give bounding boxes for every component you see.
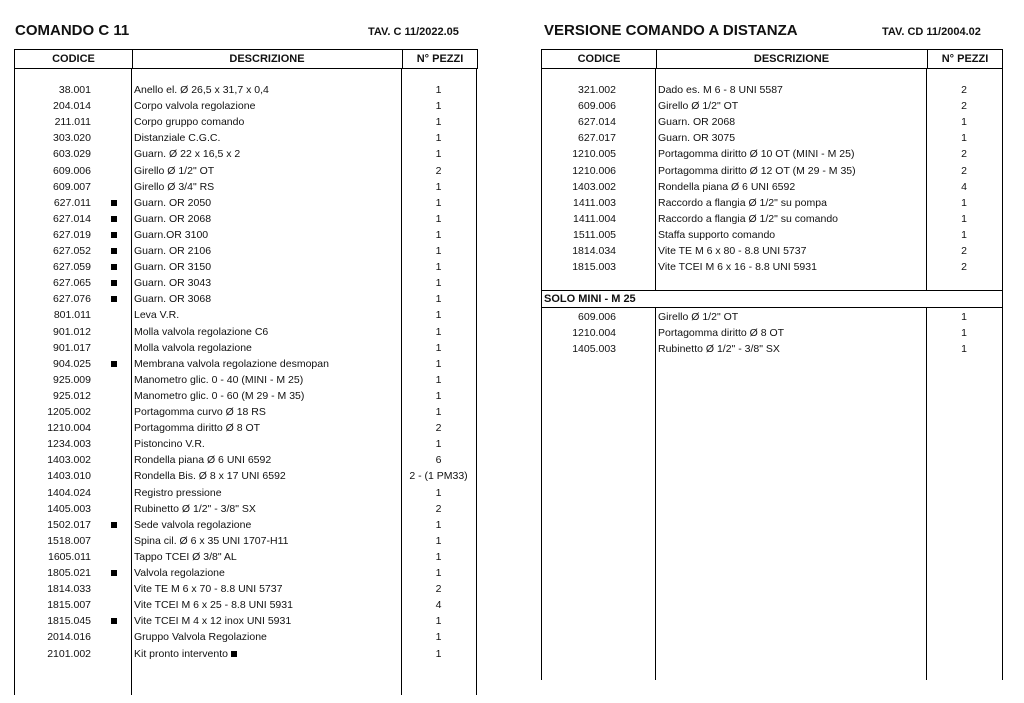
row-code: 1502.017 — [47, 518, 91, 531]
row-description-text: Vite TE M 6 x 80 - 8.8 UNI 5737 — [658, 245, 807, 257]
table-row — [0, 404, 1024, 420]
row-description-text: Molla valvola regolazione C6 — [134, 325, 269, 338]
row-description — [134, 565, 225, 581]
row-code: 627.059 — [53, 261, 91, 274]
table-row — [0, 275, 1024, 291]
row-quantity: 2 — [435, 422, 442, 435]
black-square-icon — [111, 280, 117, 286]
table-row — [0, 372, 1024, 388]
table-row — [0, 146, 1024, 162]
row-quantity: 1 — [435, 406, 442, 418]
black-square-icon — [231, 651, 237, 657]
black-square-icon — [111, 570, 117, 576]
table-row — [0, 243, 1024, 259]
table-row — [0, 597, 1024, 613]
row-description-text: Raccordo a flangia Ø 1/2" su comando — [658, 212, 838, 225]
row-code: 627.019 — [53, 228, 91, 241]
table-row — [0, 565, 1024, 581]
row-description — [658, 130, 735, 146]
row-description-text: Guarn. OR 2050 — [134, 196, 212, 209]
row-code: 627.014 — [578, 116, 616, 129]
table-row — [0, 82, 1024, 98]
row-code: 38.001 — [58, 84, 91, 96]
row-quantity: 1 — [435, 357, 442, 370]
right-header — [541, 49, 1003, 69]
row-description — [134, 404, 266, 420]
row-code: 904.025 — [53, 357, 91, 370]
row-code: 1814.033 — [47, 583, 91, 596]
row-description-text: Portagomma curvo Ø 18 RS — [134, 406, 266, 418]
row-code: 901.017 — [53, 341, 91, 354]
row-code: 1403.010 — [47, 470, 91, 483]
row-description-text: Distanziale C.G.C. — [134, 132, 221, 145]
table-row — [0, 179, 1024, 195]
row-description-text: Pistoncino V.R. — [134, 438, 205, 451]
table-row — [0, 646, 1024, 662]
table-row — [0, 388, 1024, 404]
row-code: 925.009 — [53, 373, 91, 386]
row-description — [658, 211, 838, 227]
table-row — [0, 452, 1024, 468]
row-description-text: Manometro glic. 0 - 60 (M 29 - M 35) — [134, 389, 305, 402]
black-square-icon — [111, 522, 117, 528]
row-code: 321.002 — [578, 84, 616, 96]
row-description-text: Membrana valvola regolazione desmopan — [134, 357, 329, 370]
row-code: 1815.045 — [47, 615, 91, 628]
row-quantity: 1 — [961, 327, 967, 340]
row-description — [134, 613, 291, 629]
row-description — [658, 195, 827, 211]
row-description-text: Staffa supporto comando — [658, 228, 776, 241]
row-code: 609.006 — [578, 311, 616, 323]
row-description-text: Corpo gruppo comando — [134, 116, 245, 129]
row-code: 627.076 — [53, 293, 91, 306]
row-description-text: Kit pronto intervento — [134, 647, 228, 660]
row-description-text: Portagomma diritto Ø 10 OT (MINI - M 25) — [658, 148, 855, 161]
row-quantity: 4 — [435, 599, 442, 612]
row-quantity: 1 — [961, 116, 967, 129]
row-quantity: 1 — [435, 180, 442, 193]
row-description — [658, 309, 738, 325]
row-code: 1405.003 — [47, 502, 91, 515]
left-title: COMANDO C 11 — [15, 22, 130, 39]
row-description — [134, 533, 288, 549]
row-quantity: 1 — [435, 647, 442, 660]
row-quantity: 1 — [435, 100, 442, 113]
table-row — [0, 436, 1024, 452]
row-description — [658, 98, 738, 114]
right-col-sep-1-bottom — [655, 307, 656, 680]
row-quantity: 1 — [961, 343, 967, 356]
row-quantity: 2 — [435, 502, 442, 515]
row-quantity: 1 — [435, 631, 442, 644]
row-description — [658, 243, 806, 259]
row-code: 1815.007 — [47, 599, 91, 612]
row-quantity: 1 — [435, 116, 442, 129]
row-code: 1411.003 — [572, 196, 616, 209]
black-square-icon — [111, 361, 117, 367]
row-description-text: Girello Ø 1/2" OT — [134, 164, 215, 177]
row-description-text: Vite TCEI M 4 x 12 inox UNI 5931 — [134, 615, 292, 628]
section-solo-mini: SOLO MINI - M 25 — [541, 290, 1003, 308]
row-description — [134, 629, 267, 645]
row-quantity: 2 — [435, 164, 442, 177]
row-description-text: Spina cil. Ø 6 x 35 UNI 1707-H11 — [134, 534, 289, 547]
row-description — [658, 82, 783, 98]
row-code: 627.065 — [53, 277, 91, 290]
row-code: 2101.002 — [47, 647, 91, 660]
row-quantity: 1 — [435, 518, 442, 531]
row-quantity: 2 — [961, 245, 967, 257]
row-code: 1210.004 — [47, 422, 91, 435]
row-description-text: Anello el. Ø 26,5 x 31,7 x 0,4 — [134, 84, 269, 96]
table-row — [0, 501, 1024, 517]
row-description-text: Guarn. OR 3150 — [134, 261, 212, 274]
row-description-text: Dado es. M 6 - 8 UNI 5587 — [658, 84, 783, 96]
row-quantity: 1 — [435, 373, 442, 386]
row-code: 1234.003 — [47, 438, 91, 451]
row-quantity: 1 — [435, 534, 442, 547]
row-description — [134, 597, 293, 613]
row-description — [658, 114, 735, 130]
row-code: 609.006 — [53, 164, 91, 177]
row-description-text: Girello Ø 1/2" OT — [658, 100, 739, 113]
row-description — [134, 549, 237, 565]
row-description — [658, 146, 854, 162]
row-code: 627.017 — [578, 132, 616, 145]
row-quantity: 4 — [961, 180, 967, 193]
row-description — [134, 388, 304, 404]
row-code: 1405.003 — [572, 343, 616, 356]
table-row — [0, 211, 1024, 227]
row-quantity: 1 — [961, 196, 967, 209]
row-description-text: Vite TCEI M 6 x 25 - 8.8 UNI 5931 — [134, 599, 293, 612]
left-header-desc: DESCRIZIONE — [229, 53, 305, 65]
row-quantity: 1 — [435, 212, 442, 225]
row-quantity: 1 — [435, 228, 442, 241]
table-row — [0, 549, 1024, 565]
row-description-text: Raccordo a flangia Ø 1/2" su pompa — [658, 196, 827, 209]
row-description — [658, 259, 817, 275]
row-quantity: 6 — [435, 454, 442, 467]
left-header — [14, 49, 478, 69]
row-code: 1814.034 — [572, 245, 616, 257]
row-code: 609.006 — [578, 100, 616, 113]
row-code: 211.011 — [54, 116, 91, 129]
row-quantity: 1 — [435, 438, 442, 451]
table-row — [0, 485, 1024, 501]
row-quantity: 1 — [961, 212, 967, 225]
row-description-text: Girello Ø 3/4" RS — [134, 180, 215, 193]
row-description — [658, 179, 795, 195]
right-col-sep-2-bottom — [926, 307, 927, 680]
row-description — [658, 325, 784, 341]
left-header-qty: N° PEZZI — [416, 53, 464, 65]
row-code: 204.014 — [53, 100, 91, 113]
row-quantity: 1 — [435, 325, 442, 338]
row-quantity: 1 — [435, 567, 442, 579]
table-row — [0, 356, 1024, 372]
table-row — [0, 468, 1024, 484]
row-description-text: Registro pressione — [134, 486, 222, 499]
row-description-text: Corpo valvola regolazione — [134, 100, 256, 113]
row-description-text: Rubinetto Ø 1/2" - 3/8" SX — [658, 343, 780, 356]
row-description-text: Manometro glic. 0 - 40 (MINI - M 25) — [134, 373, 304, 386]
row-description — [658, 227, 775, 243]
row-description-text: Guarn. OR 3068 — [134, 293, 212, 306]
row-description — [658, 341, 780, 357]
row-code: 925.012 — [53, 389, 91, 402]
row-quantity: 2 — [961, 164, 967, 177]
table-row — [0, 195, 1024, 211]
row-code: 1205.002 — [47, 406, 91, 418]
row-code: 627.011 — [53, 196, 91, 209]
table-row — [0, 517, 1024, 533]
row-quantity: 1 — [435, 148, 442, 161]
row-code: 901.012 — [53, 325, 91, 338]
row-description — [134, 420, 260, 436]
table-row — [0, 420, 1024, 436]
row-description-text: Guarn. OR 2106 — [134, 245, 212, 257]
table-row — [0, 259, 1024, 275]
table-row — [0, 613, 1024, 629]
row-description — [134, 291, 211, 307]
row-quantity: 1 — [961, 132, 967, 145]
right-border-right-bottom — [1002, 307, 1003, 680]
row-quantity: 1 — [435, 132, 442, 145]
row-quantity: 1 — [435, 196, 442, 209]
row-description — [134, 275, 211, 291]
row-code: 1805.021 — [47, 567, 91, 579]
row-quantity: 1 — [435, 245, 442, 257]
row-quantity: 2 — [961, 148, 967, 161]
row-code: 1404.024 — [47, 486, 91, 499]
row-description — [134, 646, 237, 662]
row-quantity: 1 — [435, 615, 442, 628]
row-code: 627.052 — [53, 245, 91, 257]
row-quantity: 1 — [435, 261, 442, 274]
row-description-text: Valvola regolazione — [134, 567, 225, 579]
row-quantity: 1 — [961, 228, 967, 241]
row-description-text: Rondella piana Ø 6 UNI 6592 — [658, 180, 796, 193]
row-description — [134, 468, 286, 484]
row-code: 1210.006 — [572, 164, 616, 177]
row-quantity: 2 — [435, 583, 442, 596]
table-row — [0, 325, 1024, 341]
row-description-text: Vite TE M 6 x 70 - 8.8 UNI 5737 — [134, 583, 283, 596]
row-code: 1403.002 — [572, 180, 616, 193]
row-description-text: Tappo TCEI Ø 3/8" AL — [134, 550, 237, 563]
right-border-left-bottom — [541, 307, 542, 680]
row-quantity: 1 — [961, 311, 967, 323]
row-description — [134, 452, 271, 468]
row-quantity: 1 — [435, 84, 442, 96]
right-header-desc: DESCRIZIONE — [753, 53, 830, 65]
row-description-text: Guarn. OR 3043 — [134, 277, 212, 290]
row-description-text: Girello Ø 1/2" OT — [658, 311, 739, 323]
right-tav: TAV. CD 11/2004.02 — [882, 26, 981, 38]
table-row — [0, 227, 1024, 243]
right-header-qty: N° PEZZI — [941, 53, 989, 65]
row-code: 627.014 — [53, 212, 91, 225]
row-description-text: Vite TCEI M 6 x 16 - 8.8 UNI 5931 — [658, 261, 817, 274]
row-description-text: Portagomma diritto Ø 8 OT — [658, 327, 785, 340]
row-description-text: Leva V.R. — [134, 309, 180, 322]
table-row — [0, 163, 1024, 179]
row-code: 1403.002 — [47, 454, 91, 467]
row-description — [134, 372, 303, 388]
row-description — [134, 501, 256, 517]
row-description-text: Portagomma diritto Ø 8 OT — [134, 422, 261, 435]
row-description-text: Guarn. OR 2068 — [658, 116, 736, 129]
table-row — [0, 629, 1024, 645]
table-row — [0, 130, 1024, 146]
row-description-text: Gruppo Valvola Regolazione — [134, 631, 267, 644]
row-description-text: Rondella piana Ø 6 UNI 6592 — [134, 454, 272, 467]
left-header-code: CODICE — [52, 53, 95, 65]
right-header-code: CODICE — [577, 53, 621, 65]
row-description-text: Rondella Bis. Ø 8 x 17 UNI 6592 — [134, 470, 286, 483]
right-title: VERSIONE COMANDO A DISTANZA — [544, 22, 798, 39]
row-code: 303.020 — [53, 132, 91, 145]
row-description-text: Rubinetto Ø 1/2" - 3/8" SX — [134, 502, 256, 515]
row-description — [658, 163, 856, 179]
row-code: 1518.007 — [47, 534, 91, 547]
row-quantity: 1 — [435, 550, 442, 563]
row-description-text: Sede valvola regolazione — [134, 518, 252, 531]
row-code: 1511.005 — [572, 228, 616, 241]
row-quantity: 1 — [435, 341, 442, 354]
row-description-text: Guarn.OR 3100 — [134, 228, 209, 241]
row-quantity: 1 — [435, 486, 442, 499]
row-quantity: 1 — [435, 389, 442, 402]
row-code: 2014.016 — [47, 631, 91, 644]
row-description — [134, 436, 205, 452]
black-square-icon — [111, 296, 117, 302]
row-quantity: 1 — [435, 309, 442, 322]
row-code: 609.007 — [53, 180, 91, 193]
row-code: 1210.004 — [572, 327, 616, 340]
row-code: 1605.011 — [47, 550, 91, 563]
table-row — [0, 533, 1024, 549]
row-quantity: 2 — [961, 84, 967, 96]
row-description-text: Guarn. OR 3075 — [658, 132, 736, 145]
row-quantity: 2 - (1 PM33) — [409, 470, 468, 483]
row-code: 603.029 — [53, 148, 91, 161]
row-quantity: 2 — [961, 100, 967, 113]
row-quantity: 2 — [961, 261, 967, 274]
left-tav: TAV. C 11/2022.05 — [368, 26, 459, 38]
row-description-text: Guarn. OR 2068 — [134, 212, 212, 225]
row-code: 1411.004 — [572, 212, 616, 225]
table-row — [0, 114, 1024, 130]
row-code: 801.011 — [53, 309, 91, 322]
row-description — [134, 517, 251, 533]
row-code: 1815.003 — [572, 261, 616, 274]
row-description — [134, 581, 282, 597]
table-row — [0, 341, 1024, 357]
row-description-text: Guarn. Ø 22 x 16,5 x 2 — [134, 148, 241, 161]
row-quantity: 1 — [435, 293, 442, 306]
row-quantity: 1 — [435, 277, 442, 290]
row-description — [134, 485, 222, 501]
row-description-text: Portagomma diritto Ø 12 OT (M 29 - M 35) — [658, 164, 856, 177]
table-row — [0, 581, 1024, 597]
black-square-icon — [111, 618, 117, 624]
row-description-text: Molla valvola regolazione — [134, 341, 252, 354]
row-description — [134, 356, 329, 372]
table-row — [0, 98, 1024, 114]
table-row — [0, 309, 1024, 325]
row-code: 1210.005 — [572, 148, 616, 161]
